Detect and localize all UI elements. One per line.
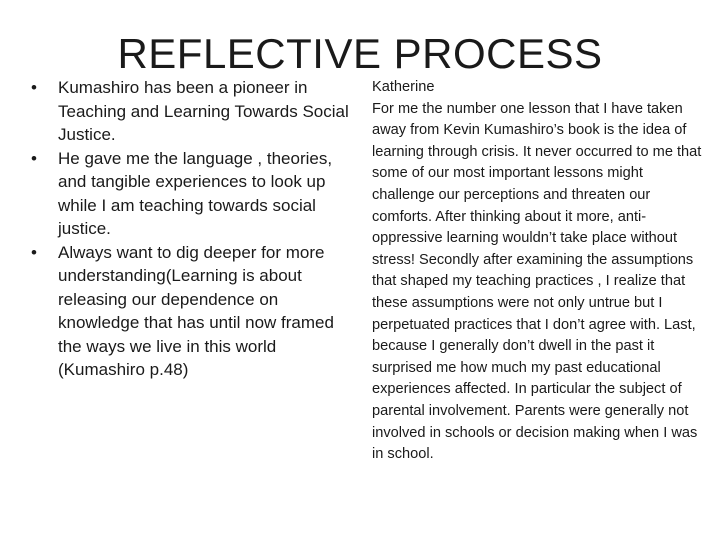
reflection-text: For me the number one lesson that I have taken away from Kevin Kumashiro’s book is the idea of learning through crisis. It never occurred to me that some of our most important lessons might challenge our perceptions and threaten our comforts. After thinking about it more, anti-oppressive learning wouldn’t take place without stress! Secondly after examining the assumptions that shaped my teaching practices , I realize that these assumptions were not only untrue but I perpetuated practices that I don’t agree with. Last, because I generally don’t dwell in the past it surprised me how much my past educational experiences affected. In particular the subject of parental involvement. Parents were generally not involved in schools or decision making when I was in school. [372,100,702,463]
bullet-item [30,76,355,147]
bullet-dot-icon: • [31,148,37,168]
bullet-item [30,241,355,382]
bullet-dot-icon: • [31,242,37,262]
reflection-author: Katherine [372,79,435,95]
bullet-list [30,76,355,382]
bullet-dot-icon: • [31,78,37,97]
reflection-column [372,77,707,466]
bullet-text: Always want to dig deeper for more understanding(Learning is about releasing our dependence on knowledge that has until now framed the ways we live in this world (Kumashiro p.48) [58,242,334,379]
bullet-column [30,76,355,382]
bullet-item [30,147,355,241]
bullet-text: He gave me the language , theories, and tangible experiences to look up while I am teaching towards social justice. [58,148,333,238]
slide-title: REFLECTIVE PROCESS [117,30,603,77]
bullet-text: Kumashiro has been a pioneer in Teaching and Learning Towards Social Justice. [58,78,349,144]
